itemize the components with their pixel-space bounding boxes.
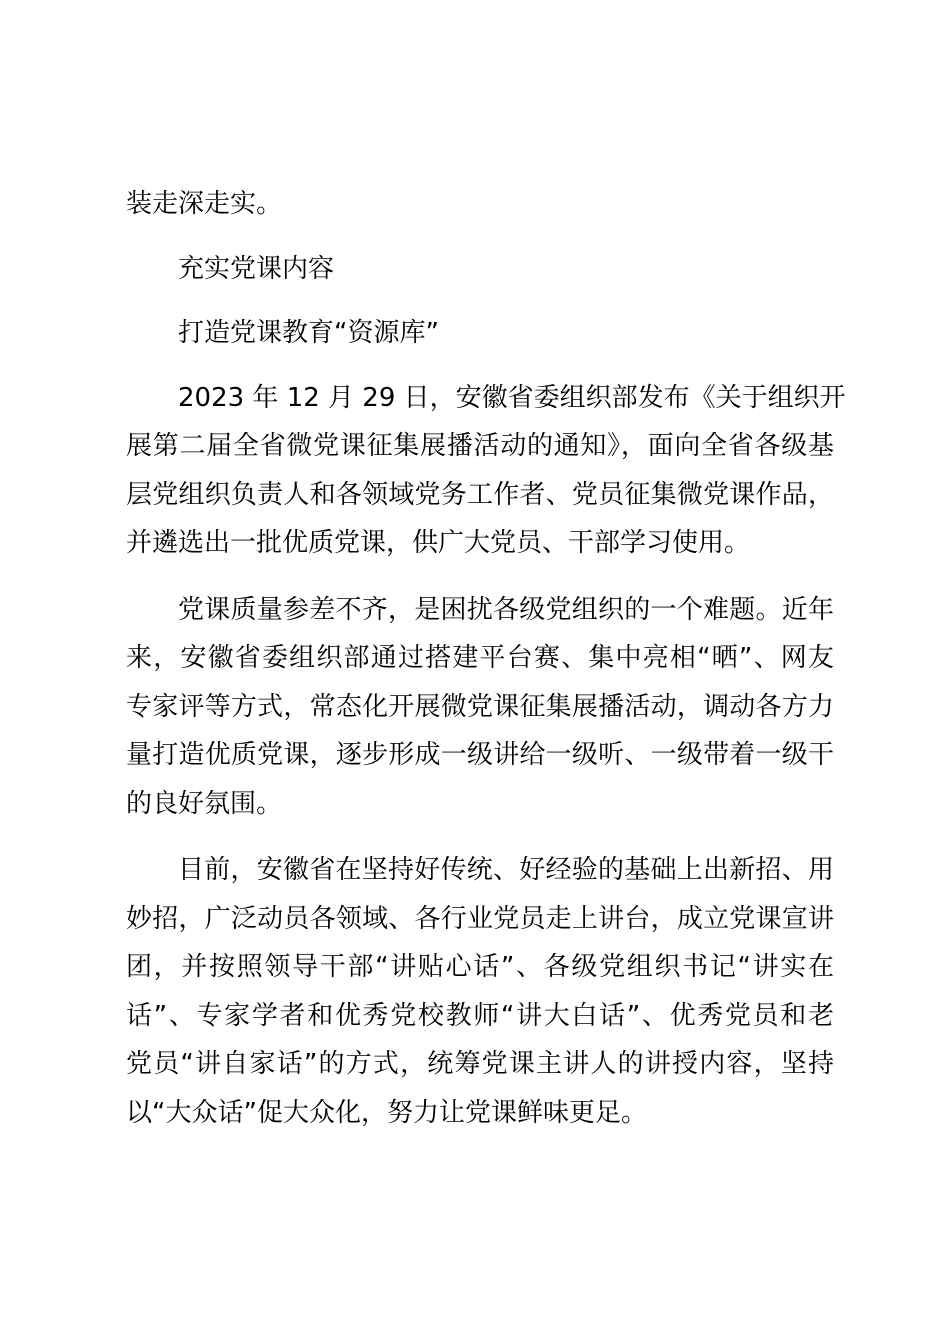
paragraph-line: 展第二届全省微党课征集展播活动的通知》，面向全省各级基	[126, 431, 834, 461]
paragraph-line: 来，安徽省委组织部通过搭建平台赛、集中亮相“晒”、网友	[126, 643, 834, 673]
paragraph-line: 以“大众话”促大众化，努力让党课鲜味更足。	[126, 1097, 647, 1128]
paragraph-line: 党员“讲自家话”的方式，统筹党课主讲人的讲授内容，坚持	[126, 1049, 834, 1079]
paragraph-line: 党课质量参差不齐，是困扰各级党组织的一个难题。近年	[178, 594, 834, 625]
paragraph-line: 量打造优质党课，逐步形成一级讲给一级听、一级带着一级干	[126, 740, 834, 770]
paragraph-line: 团，并按照领导干部“讲贴心话”、各级党组织书记“讲实在	[126, 952, 834, 982]
paragraph-1	[126, 374, 846, 568]
paragraph-line: 目前，安徽省在坚持好传统、好经验的基础上出新招、用	[178, 855, 834, 885]
paragraph-3	[126, 846, 834, 1137]
section-subheading: 打造党课教育“资源库”	[178, 318, 439, 348]
paragraph-line: 的良好氛围。	[126, 788, 283, 819]
section-heading: 充实党课内容	[178, 253, 335, 284]
paragraph-2	[126, 586, 834, 829]
paragraph-line: 并遴选出一批优质党课，供广大党员、干部学习使用。	[126, 528, 751, 558]
continuation-line: 装走深走实。	[126, 189, 283, 219]
document-page	[126, 180, 846, 1137]
paragraph-line: 妙招，广泛动员各领域、各行业党员走上讲台，成立党课宣讲	[126, 903, 834, 934]
paragraph-line: 专家评等方式，常态化开展微党课征集展播活动，调动各方力	[126, 691, 834, 722]
paragraph-line: 层党组织负责人和各领域党务工作者、党员征集微党课作品，	[126, 479, 834, 510]
paragraph-line: 话”、专家学者和优秀党校教师“讲大白话”、优秀党员和老	[126, 1000, 834, 1031]
paragraph-line: 2023 年 12 月 29 日，安徽省委组织部发布《关于组织开	[178, 382, 846, 413]
